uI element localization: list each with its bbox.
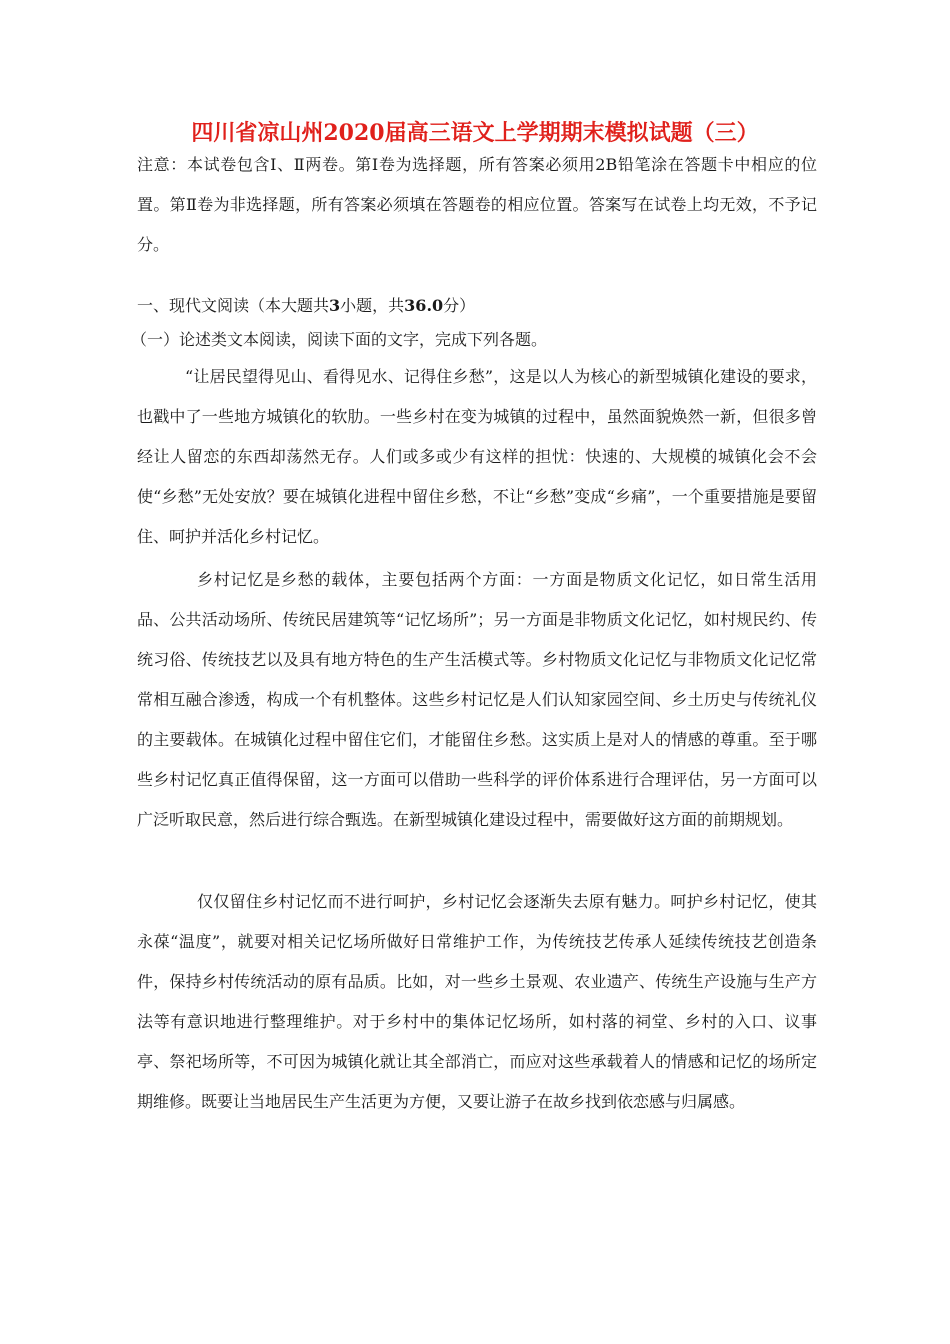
section-heading-mid: 小题，共 bbox=[340, 296, 405, 315]
paragraph-3 bbox=[137, 882, 817, 1122]
section-question-count: 3 bbox=[329, 296, 341, 315]
document-title: 四川省凉山州2020届高三语文上学期期末模拟试题（三） bbox=[191, 120, 759, 146]
paragraph-text: 仅仅留住乡村记忆而不进行呵护，乡村记忆会逐渐失去原有魅力。呵护乡村记忆，使其永葆“温度”，就要对相关记忆场所做好日常维护工作，为传统技艺传承人延续传统技艺创造条件，保持乡村传统活动的原有品质。比如，对一些乡土景观、农业遗产、传统生产设施与生产方法等有意识地进行整理维护。对于乡村中的集体记忆场所，如村落的祠堂、乡村的入口、议事亭、祭祀场所等，不可因为城镇化就让其全部消亡，而应对这些承载着人的情感和记忆的场所定期维修。既要让当地居民生产生活更为方便，又要让游子在故乡找到依恋感与归属感。 bbox=[137, 892, 817, 1111]
subsection-heading bbox=[131, 328, 811, 352]
paragraph-text: “让居民望得见山、看得见水、记得住乡愁”，这是以人为核心的新型城镇化建设的要求，也戳中了一些地方城镇化的软肋。一些乡村在变为城镇的过程中，虽然面貌焕然一新，但很多曾经让人留恋的东西却荡然无存。人们或多或少有这样的担忧：快速的、大规模的城镇化会不会使“乡愁”无处安放？要在城镇化进程中留住乡愁，不让“乡愁”变成“乡痛”，一个重要措施是要留住、呵护并活化乡村记忆。 bbox=[137, 367, 817, 546]
section-heading-prefix: 一、现代文阅读（本大题共 bbox=[137, 296, 330, 315]
notice-block bbox=[137, 145, 817, 265]
paragraph-1 bbox=[137, 357, 817, 557]
section-score: 36.0 bbox=[404, 296, 444, 315]
paragraph-2 bbox=[137, 560, 817, 840]
notice-text: 注意：本试卷包含Ⅰ、Ⅱ两卷。第Ⅰ卷为选择题，所有答案必须用2B铅笔涂在答题卡中相应的位置。第Ⅱ卷为非选择题，所有答案必须填在答题卷的相应位置。答案写在试卷上均无效，不予记分。 bbox=[137, 155, 817, 254]
paragraph-text: 乡村记忆是乡愁的载体，主要包括两个方面：一方面是物质文化记忆，如日常生活用品、公共活动场所、传统民居建筑等“记忆场所”；另一方面是非物质文化记忆，如村规民约、传统习俗、传统技艺以及具有地方特色的生产生活模式等。乡村物质文化记忆与非物质文化记忆常常相互融合渗透，构成一个有机整体。这些乡村记忆是人们认知家园空间、乡土历史与传统礼仪的主要载体。在城镇化过程中留住它们，才能留住乡愁。这实质上是对人的情感的尊重。至于哪些乡村记忆真正值得保留，这一方面可以借助一些科学的评价体系进行合理评估，另一方面可以广泛听取民意，然后进行综合甄选。在新型城镇化建设过程中，需要做好这方面的前期规划。 bbox=[137, 570, 817, 829]
subsection-heading-text: （一）论述类文本阅读，阅读下面的文字，完成下列各题。 bbox=[131, 330, 548, 349]
section-heading-suffix: 分） bbox=[443, 296, 476, 315]
section-heading bbox=[137, 294, 817, 318]
